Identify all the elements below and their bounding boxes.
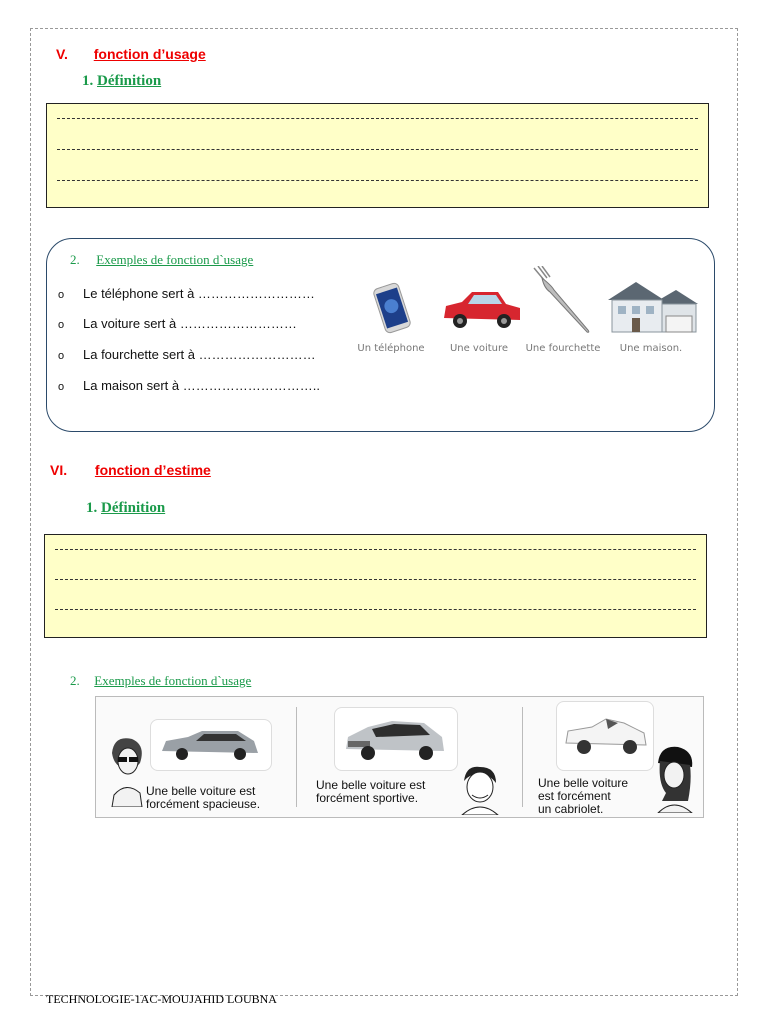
section-v-heading [56,46,206,62]
section-v-title: fonction d’usage [93,46,206,62]
house-caption: Une maison. [619,343,683,354]
fork-icon [530,266,596,336]
bullet-marker: o [58,319,65,331]
answer-line [57,149,698,150]
car-caption: Une voiture [449,343,509,354]
car-icon [158,727,262,763]
bubble-line: Une belle voiture est [146,784,256,798]
bubble-line: Une belle voiture [538,776,629,790]
examples-number: 2. [70,673,80,688]
definition-number: 1. [82,73,94,89]
examples-heading-v [70,252,253,268]
answer-line [55,579,696,580]
answer-line [57,118,698,119]
list-item-text: La voiture sert à ……………………… [83,316,297,331]
bubble-text-2 [316,779,425,805]
list-item [58,378,320,393]
phone-icon [366,282,418,334]
house-icon [606,278,698,334]
woman-with-hat-avatar [648,741,698,813]
definition-box-vi[interactable] [44,534,707,638]
answer-line [57,180,698,181]
list-item [58,347,316,362]
definition-number: 1. [86,500,98,516]
bubble-line: forcément spacieuse. [146,797,261,811]
bubble-line: forcément sportive. [316,791,419,805]
examples-heading-vi [70,673,251,689]
examples-title: Exemples de fonction d`usage [94,673,252,688]
answer-line [55,549,696,550]
bubble-line: est forcément [538,789,611,803]
definition-heading-v [82,73,161,90]
bubble-line: un cabriolet. [538,802,604,816]
man-avatar [458,765,502,815]
panel-divider [296,707,297,807]
section-vi-title: fonction d’estime [94,462,211,478]
definition-heading-vi [86,500,165,517]
car-icon [562,711,648,759]
list-item [58,286,315,301]
definition-title: Définition [97,73,162,89]
panel-divider [522,707,523,807]
woman-avatar [104,735,150,807]
bubble-line: Une belle voiture est [316,778,426,792]
car-icon [440,288,524,332]
list-item [58,316,297,331]
examples-title: Exemples de fonction d`usage [96,252,254,267]
examples-number: 2. [70,252,80,267]
section-vi-numeral: VI. [50,462,68,478]
answer-line [55,609,696,610]
definition-box-v[interactable] [46,103,709,208]
phone-caption: Un téléphone [357,343,425,354]
bullet-marker: o [58,289,65,301]
list-item-text: La maison sert à ………………………….. [83,378,320,393]
bubble-text-3 [538,777,628,816]
estime-illustration [95,696,704,818]
section-v-numeral: V. [56,46,68,62]
list-item-text: La fourchette sert à ……………………… [83,347,316,362]
bullet-marker: o [58,381,65,393]
list-item-text: Le téléphone sert à ……………………… [83,286,315,301]
fork-caption: Une fourchette [525,343,601,354]
definition-title: Définition [101,500,166,516]
section-vi-heading [50,462,211,478]
bullet-marker: o [58,350,65,362]
car-icon [342,715,448,763]
footer: TECHNOLOGIE-1AC-MOUJAHID LOUBNA [46,992,277,1006]
bubble-text-1 [146,785,260,811]
